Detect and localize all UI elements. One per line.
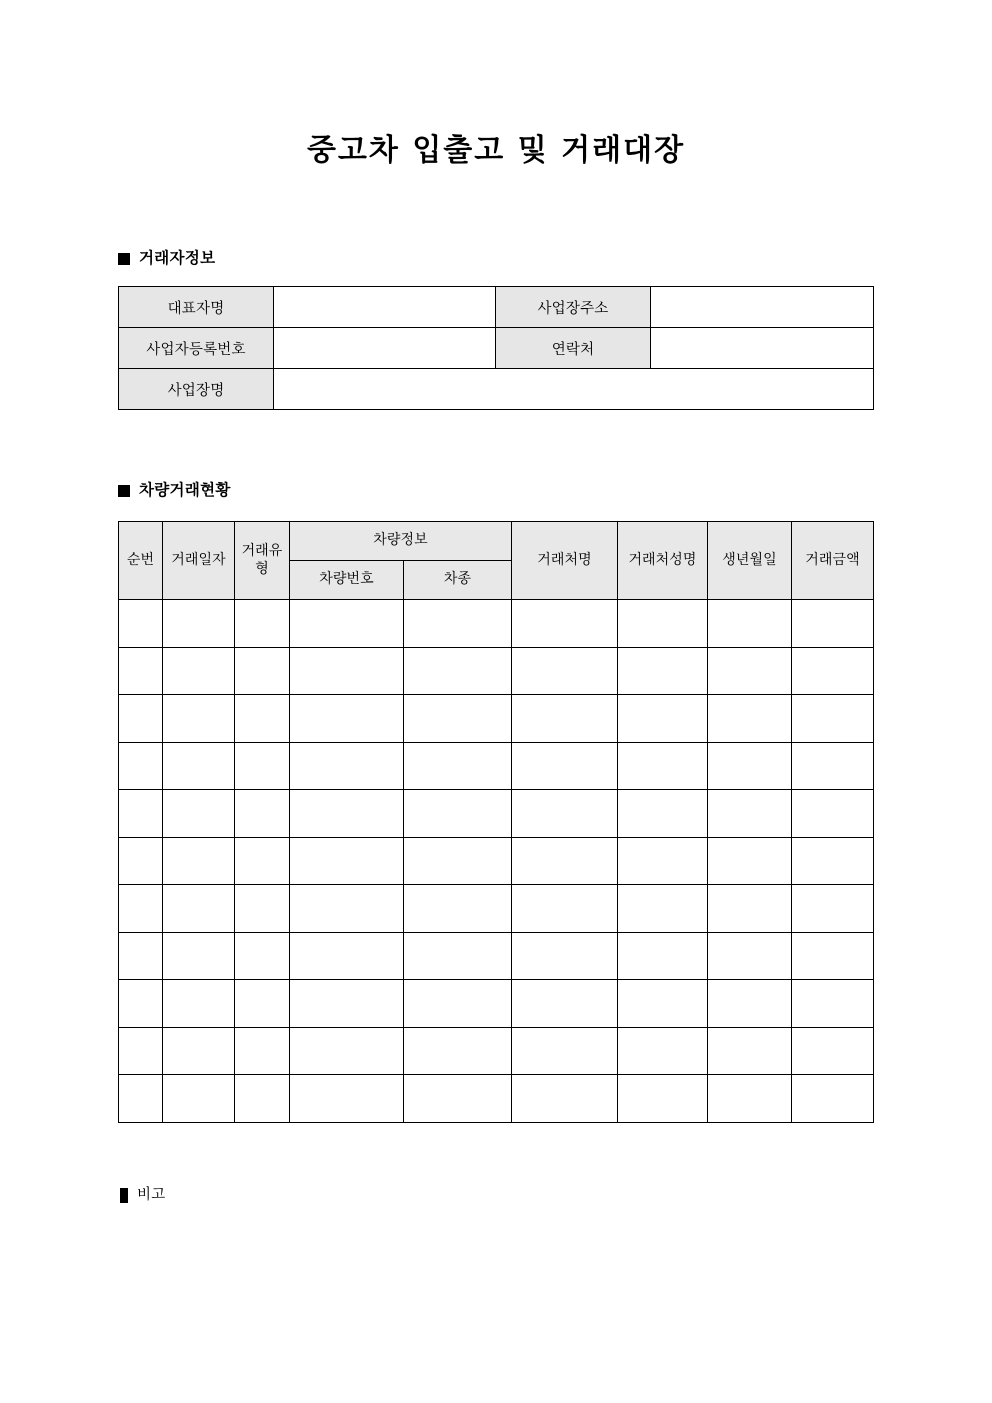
filled-bar-bullet-icon: [120, 1188, 128, 1203]
section-heading-remarks-label: 비고: [137, 1187, 166, 1204]
cell-transaction-type[interactable]: [235, 647, 290, 695]
cell-client-person-name[interactable]: [618, 790, 708, 838]
vehicle-transaction-table-body: [119, 600, 874, 1123]
cell-transaction-date[interactable]: [163, 932, 235, 980]
filled-square-bullet-icon: [118, 253, 130, 265]
cell-no[interactable]: [119, 742, 163, 790]
field-business-name[interactable]: [274, 369, 874, 410]
field-business-registration-number[interactable]: [274, 328, 496, 369]
label-business-registration-number: 사업자등록번호: [119, 328, 274, 369]
cell-client-name[interactable]: [512, 1027, 618, 1075]
vehicle-transaction-table: [118, 521, 874, 1123]
cell-client-name[interactable]: [512, 695, 618, 743]
cell-no[interactable]: [119, 695, 163, 743]
cell-no[interactable]: [119, 600, 163, 648]
table-row: [119, 328, 874, 369]
cell-birth-date[interactable]: [708, 790, 792, 838]
cell-plate-number[interactable]: [290, 885, 404, 933]
cell-plate-number[interactable]: [290, 837, 404, 885]
cell-car-model[interactable]: [404, 932, 512, 980]
table-row: [119, 790, 874, 838]
cell-transaction-type[interactable]: [235, 837, 290, 885]
table-row: [119, 600, 874, 648]
cell-transaction-type[interactable]: [235, 932, 290, 980]
column-header-no: 순번: [119, 522, 163, 600]
field-representative-name[interactable]: [274, 287, 496, 328]
cell-transaction-amount[interactable]: [792, 790, 874, 838]
section-heading-trader-info: [118, 251, 215, 267]
cell-transaction-amount[interactable]: [792, 980, 874, 1028]
cell-car-model[interactable]: [404, 1075, 512, 1123]
cell-plate-number[interactable]: [290, 695, 404, 743]
cell-car-model[interactable]: [404, 790, 512, 838]
cell-transaction-date[interactable]: [163, 695, 235, 743]
section-heading-vehicle-transactions-label: 차량거래현황: [139, 481, 231, 499]
cell-transaction-amount[interactable]: [792, 1075, 874, 1123]
cell-client-person-name[interactable]: [618, 695, 708, 743]
cell-no[interactable]: [119, 932, 163, 980]
cell-transaction-type[interactable]: [235, 1075, 290, 1123]
cell-transaction-date[interactable]: [163, 837, 235, 885]
section-heading-trader-info-label: 거래자정보: [139, 249, 216, 267]
label-representative-name: 대표자명: [119, 287, 274, 328]
cell-client-person-name[interactable]: [618, 742, 708, 790]
label-business-address: 사업장주소: [496, 287, 651, 328]
cell-transaction-date[interactable]: [163, 600, 235, 648]
table-row: [119, 647, 874, 695]
field-business-address[interactable]: [651, 287, 874, 328]
cell-transaction-date[interactable]: [163, 1027, 235, 1075]
column-header-transaction-type: 거래유형: [235, 522, 290, 600]
cell-car-model[interactable]: [404, 837, 512, 885]
cell-plate-number[interactable]: [290, 932, 404, 980]
cell-plate-number[interactable]: [290, 742, 404, 790]
cell-transaction-amount[interactable]: [792, 647, 874, 695]
cell-plate-number[interactable]: [290, 647, 404, 695]
table-row: [119, 980, 874, 1028]
cell-car-model[interactable]: [404, 1027, 512, 1075]
cell-client-person-name[interactable]: [618, 885, 708, 933]
column-header-vehicle-info-group: 차량정보: [290, 522, 512, 561]
cell-transaction-amount[interactable]: [792, 742, 874, 790]
cell-car-model[interactable]: [404, 647, 512, 695]
cell-client-person-name[interactable]: [618, 647, 708, 695]
cell-client-person-name[interactable]: [618, 837, 708, 885]
cell-client-name[interactable]: [512, 932, 618, 980]
cell-car-model[interactable]: [404, 885, 512, 933]
cell-transaction-amount[interactable]: [792, 1027, 874, 1075]
column-header-transaction-date: 거래일자: [163, 522, 235, 600]
cell-client-name[interactable]: [512, 790, 618, 838]
cell-car-model[interactable]: [404, 742, 512, 790]
cell-plate-number[interactable]: [290, 600, 404, 648]
cell-birth-date[interactable]: [708, 742, 792, 790]
cell-plate-number[interactable]: [290, 790, 404, 838]
cell-client-name[interactable]: [512, 837, 618, 885]
cell-client-person-name[interactable]: [618, 1075, 708, 1123]
table-row: [119, 1027, 874, 1075]
cell-transaction-date[interactable]: [163, 1075, 235, 1123]
table-row: [119, 932, 874, 980]
cell-transaction-type[interactable]: [235, 600, 290, 648]
column-header-plate-number: 차량번호: [290, 561, 404, 600]
cell-birth-date[interactable]: [708, 695, 792, 743]
column-header-client-name: 거래처명: [512, 522, 618, 600]
cell-transaction-date[interactable]: [163, 742, 235, 790]
cell-transaction-date[interactable]: [163, 790, 235, 838]
cell-transaction-amount[interactable]: [792, 885, 874, 933]
cell-client-name[interactable]: [512, 600, 618, 648]
cell-client-person-name[interactable]: [618, 600, 708, 648]
section-heading-vehicle-transactions: [118, 483, 231, 499]
table-row: [119, 287, 874, 328]
cell-transaction-date[interactable]: [163, 980, 235, 1028]
column-header-car-model: 차종: [404, 561, 512, 600]
table-row: [119, 1075, 874, 1123]
cell-client-name[interactable]: [512, 1075, 618, 1123]
table-row: [119, 695, 874, 743]
cell-transaction-type[interactable]: [235, 790, 290, 838]
cell-birth-date[interactable]: [708, 932, 792, 980]
cell-transaction-amount[interactable]: [792, 837, 874, 885]
cell-birth-date[interactable]: [708, 1075, 792, 1123]
cell-transaction-amount[interactable]: [792, 932, 874, 980]
cell-car-model[interactable]: [404, 695, 512, 743]
label-contact: 연락처: [496, 328, 651, 369]
cell-no[interactable]: [119, 1027, 163, 1075]
cell-birth-date[interactable]: [708, 600, 792, 648]
section-heading-remarks: [120, 1188, 166, 1203]
trader-info-table: [118, 286, 874, 410]
cell-no[interactable]: [119, 1075, 163, 1123]
cell-client-person-name[interactable]: [618, 1027, 708, 1075]
filled-square-bullet-icon: [118, 485, 130, 497]
column-header-birth-date: 생년월일: [708, 522, 792, 600]
cell-birth-date[interactable]: [708, 885, 792, 933]
column-header-client-person-name: 거래처성명: [618, 522, 708, 600]
cell-no[interactable]: [119, 885, 163, 933]
cell-birth-date[interactable]: [708, 647, 792, 695]
cell-client-name[interactable]: [512, 647, 618, 695]
cell-client-name[interactable]: [512, 885, 618, 933]
cell-car-model[interactable]: [404, 600, 512, 648]
cell-transaction-date[interactable]: [163, 885, 235, 933]
cell-birth-date[interactable]: [708, 1027, 792, 1075]
cell-transaction-type[interactable]: [235, 1027, 290, 1075]
cell-transaction-type[interactable]: [235, 885, 290, 933]
table-row: [119, 369, 874, 410]
cell-plate-number[interactable]: [290, 1075, 404, 1123]
cell-client-name[interactable]: [512, 742, 618, 790]
cell-client-person-name[interactable]: [618, 980, 708, 1028]
table-row: [119, 885, 874, 933]
cell-client-person-name[interactable]: [618, 932, 708, 980]
cell-no[interactable]: [119, 647, 163, 695]
table-header-row-top: [119, 522, 874, 561]
cell-plate-number[interactable]: [290, 980, 404, 1028]
column-header-transaction-amount: 거래금액: [792, 522, 874, 600]
page-title: 중고차 입출고 및 거래대장: [306, 133, 686, 168]
cell-transaction-type[interactable]: [235, 695, 290, 743]
field-contact[interactable]: [651, 328, 874, 369]
table-row: [119, 837, 874, 885]
cell-no[interactable]: [119, 980, 163, 1028]
cell-transaction-type[interactable]: [235, 980, 290, 1028]
label-business-name: 사업장명: [119, 369, 274, 410]
table-row: [119, 742, 874, 790]
cell-transaction-date[interactable]: [163, 647, 235, 695]
cell-birth-date[interactable]: [708, 980, 792, 1028]
cell-transaction-amount[interactable]: [792, 695, 874, 743]
cell-no[interactable]: [119, 790, 163, 838]
cell-transaction-type[interactable]: [235, 742, 290, 790]
cell-car-model[interactable]: [404, 980, 512, 1028]
cell-transaction-amount[interactable]: [792, 600, 874, 648]
cell-birth-date[interactable]: [708, 837, 792, 885]
cell-client-name[interactable]: [512, 980, 618, 1028]
cell-plate-number[interactable]: [290, 1027, 404, 1075]
cell-no[interactable]: [119, 837, 163, 885]
